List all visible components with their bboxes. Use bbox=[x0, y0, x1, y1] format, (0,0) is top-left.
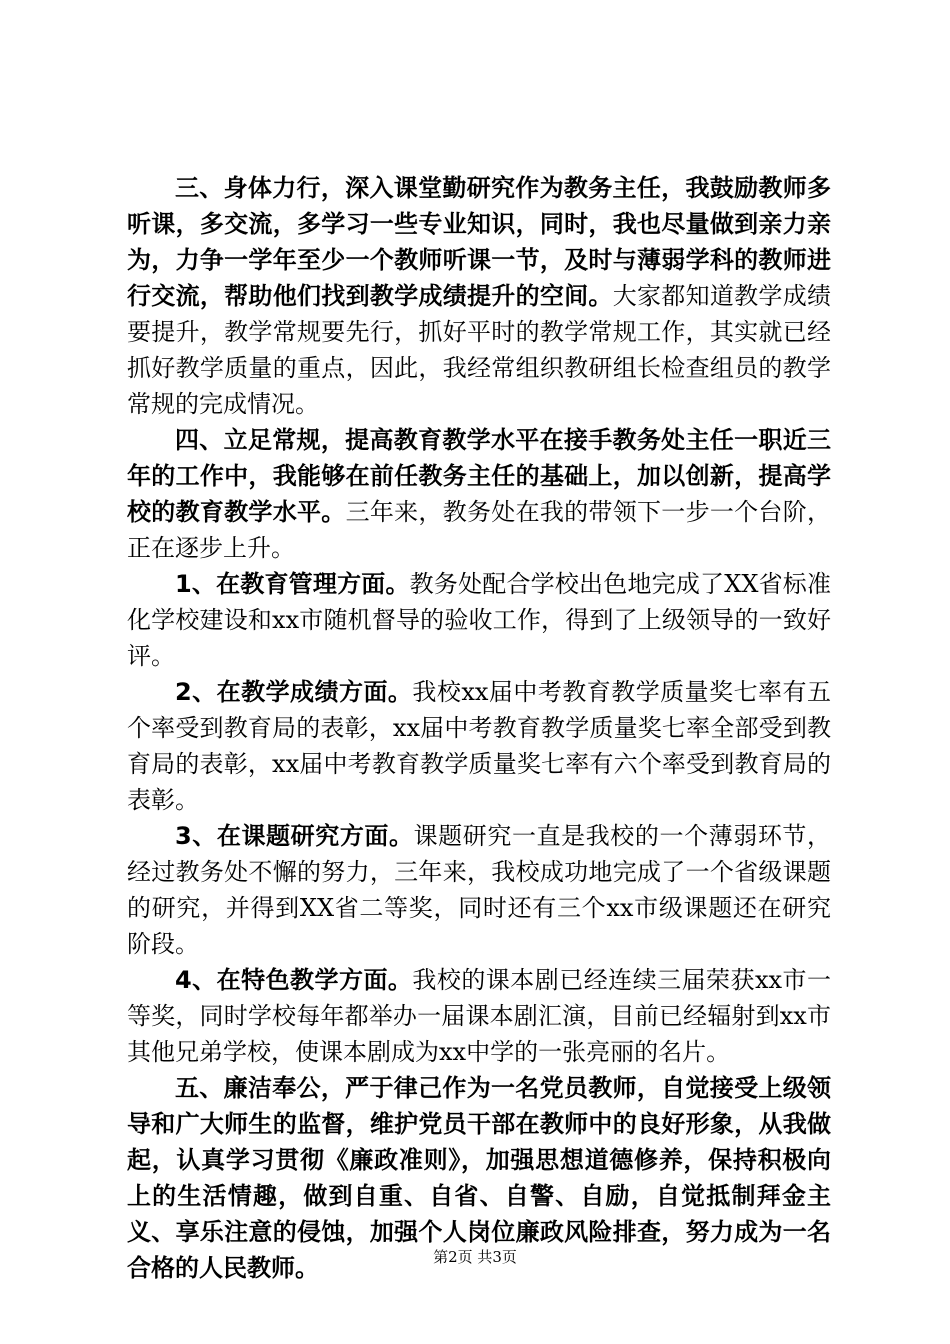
paragraph-body: 三年来，教务处在我的带领下一步一个台阶，正在逐步上升。 bbox=[127, 498, 832, 562]
paragraph-lead: 3、在课题研究方面。 bbox=[175, 822, 414, 850]
paragraph-item-2 bbox=[127, 674, 831, 818]
paragraph-body: 大家都知道教学成绩要提升，教学常规要先行，抓好平时的教学常规工作，其实就已经抓好教学质量的重点，因此，我经常组织教研组长检查组员的教学常规的完成情况。 bbox=[127, 282, 832, 418]
paragraph-body: 教务处配合学校出色地完成了XX省标准化学校建设和xx市随机督导的验收工作，得到了上级领导的一致好评。 bbox=[127, 570, 831, 670]
paragraph-body: 我校xx届中考教育教学质量奖七率有五个率受到教育局的表彰，xx届中考教育教学质量奖七率全部受到教育局的表彰，xx届中考教育教学质量奖七率有六个率受到教育局的表彰。 bbox=[127, 678, 831, 814]
paragraph-lead: 2、在教学成绩方面。 bbox=[175, 678, 413, 706]
paragraph-lead: 三、身体力行，深入课堂勤研究作为教务主任，我鼓励教师多听课，多交流，多学习一些专业知识，同时，我也尽量做到亲力亲为，力争一学年至少一个教师听课一节，及时与薄弱学科的教师进行交流，帮助他们找到教学成绩提升的空间。 bbox=[127, 174, 831, 310]
paragraph-item-3 bbox=[127, 818, 831, 962]
paragraph-4 bbox=[127, 422, 831, 566]
document-body bbox=[127, 170, 831, 1286]
paragraph-body: 课题研究一直是我校的一个薄弱环节，经过教务处不懈的努力，三年来，我校成功地完成了一个省级课题的研究，并得到XX省二等奖，同时还有三个xx市级课题还在研究阶段。 bbox=[127, 822, 832, 958]
paragraph-item-4 bbox=[127, 962, 831, 1070]
paragraph-3 bbox=[127, 170, 831, 422]
paragraph-item-1 bbox=[127, 566, 831, 674]
page-number-footer: 第2页 共3页 bbox=[433, 1248, 517, 1266]
paragraph-lead: 五、廉洁奉公，严于律己作为一名党员教师，自觉接受上级领导和广大师生的监督，维护党员干部在教师中的良好形象，从我做起，认真学习贯彻《廉政准则》，加强思想道德修养，保持积极向上的生活情趣，做到自重、自省、自警、自励，自觉抵制拜金主义、享乐注意的侵蚀，加强个人岗位廉政风险排查，努力成为一名合格的人民教师。 bbox=[127, 1074, 831, 1282]
paragraph-lead: 四、立足常规，提高教育教学水平在接手教务处主任一职近三年的工作中，我能够在前任教务主任的基础上，加以创新，提高学校的教育教学水平。 bbox=[127, 426, 831, 526]
paragraph-body: 我校的课本剧已经连续三届荣获xx市一等奖，同时学校每年都举办一届课本剧汇演，目前已经辐射到xx市其他兄弟学校，使课本剧成为xx中学的一张亮丽的名片。 bbox=[127, 966, 831, 1066]
paragraph-lead: 4、在特色教学方面。 bbox=[175, 966, 413, 994]
paragraph-lead: 1、在教育管理方面。 bbox=[175, 570, 410, 598]
